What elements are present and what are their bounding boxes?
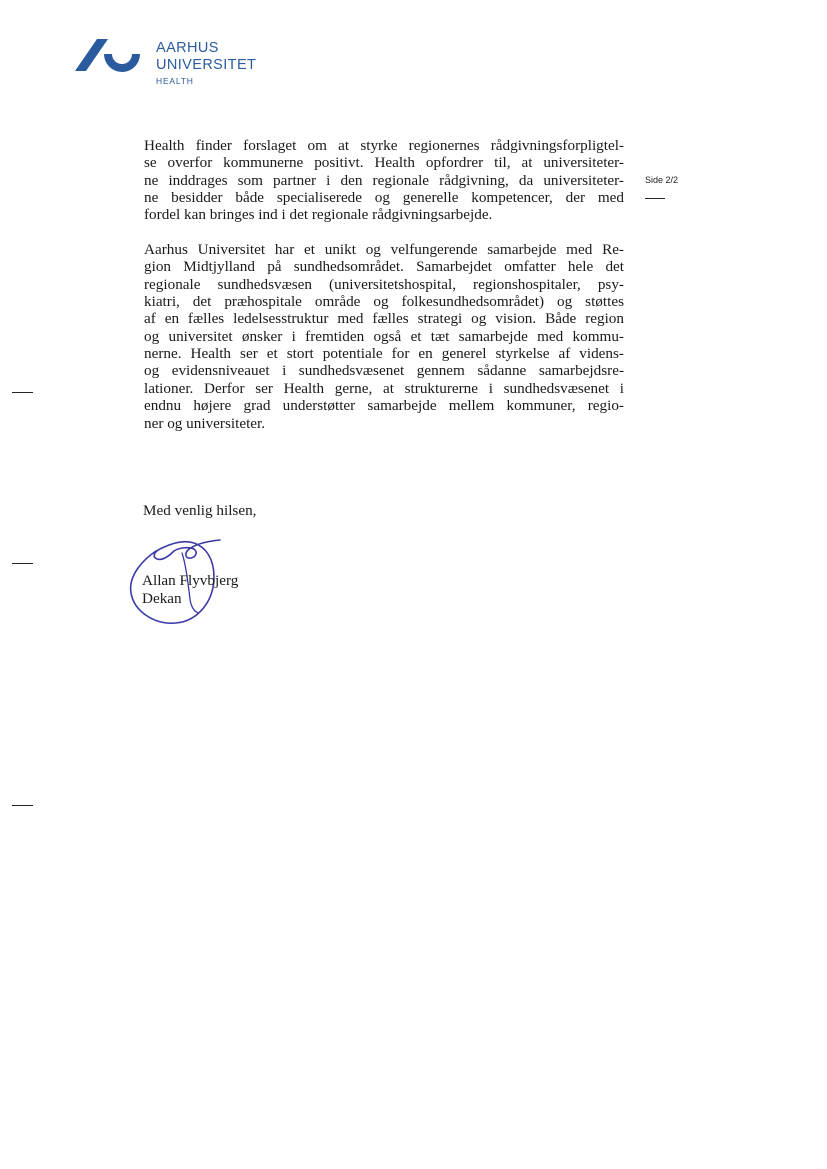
text-line: ne besidder både specialiserede og generelle kompetencer, der med [144, 189, 624, 207]
text-line: og evidensniveauet i sundhedsvæsenet gennem sådanne samarbejdsre- [144, 362, 624, 380]
closing-salutation: Med venlig hilsen, [143, 502, 257, 519]
signer-block [142, 572, 238, 607]
fold-mark-upper [12, 392, 33, 393]
logo-text-health: HEALTH [156, 76, 194, 86]
text-line: ne inddrages som partner i den regionale rådgivning, da universiteter- [144, 171, 624, 189]
text-line: kiatri, det præhospitale område og folkesundhedsområdet) og støttes [144, 293, 624, 311]
logo-text-aarhus: AARHUS [156, 40, 219, 56]
text-line: Health finder forslaget om at styrke regionernes rådgivningsforpligtel- [144, 137, 624, 154]
text-line: ner og universiteter. [144, 414, 266, 432]
text-line: Aarhus Universitet har et unikt og velfungerende samarbejde med Re- [144, 241, 624, 259]
logo-text-universitet: UNIVERSITET [156, 56, 257, 73]
text-line: nerne. Health ser et stort potentiale for en generel styrkelse af videns- [144, 345, 624, 363]
signer-name: Allan Flyvbjerg [142, 572, 239, 589]
paragraph-2 [144, 241, 624, 432]
text-line: se overfor kommunerne positivt. Health opfordrer til, at universiteter- [144, 154, 624, 172]
au-logo-mark-icon [72, 38, 144, 74]
page-number: Side 2/2 [645, 175, 679, 185]
text-line: af en fælles ledelsesstruktur med fælles strategi og vision. Både region [144, 310, 624, 328]
text-line: regionale sundhedsvæsen (universitetshospital, regionshospitaler, psy- [144, 275, 624, 293]
page-number-rule [645, 198, 665, 199]
aarhus-university-logo [72, 38, 262, 94]
text-line: lationer. Derfor ser Health gerne, at strukturerne i sundhedsvæsenet i [144, 379, 624, 397]
text-line: endnu højere grad understøtter samarbejde mellem kommuner, regio- [144, 397, 624, 415]
fold-mark-middle [12, 563, 33, 564]
letter-body [144, 137, 624, 449]
text-line: gion Midtjylland på sundhedsområdet. Samarbejdet omfatter hele det [144, 258, 624, 276]
text-line: fordel kan bringes ind i det regionale rådgivningsarbejde. [144, 206, 493, 224]
paragraph-1 [144, 137, 624, 224]
text-line: og universitet ønsker i fremtiden også et tæt samarbejde med kommu- [144, 327, 624, 345]
signer-title: Dekan [142, 589, 182, 607]
fold-mark-lower [12, 805, 33, 806]
